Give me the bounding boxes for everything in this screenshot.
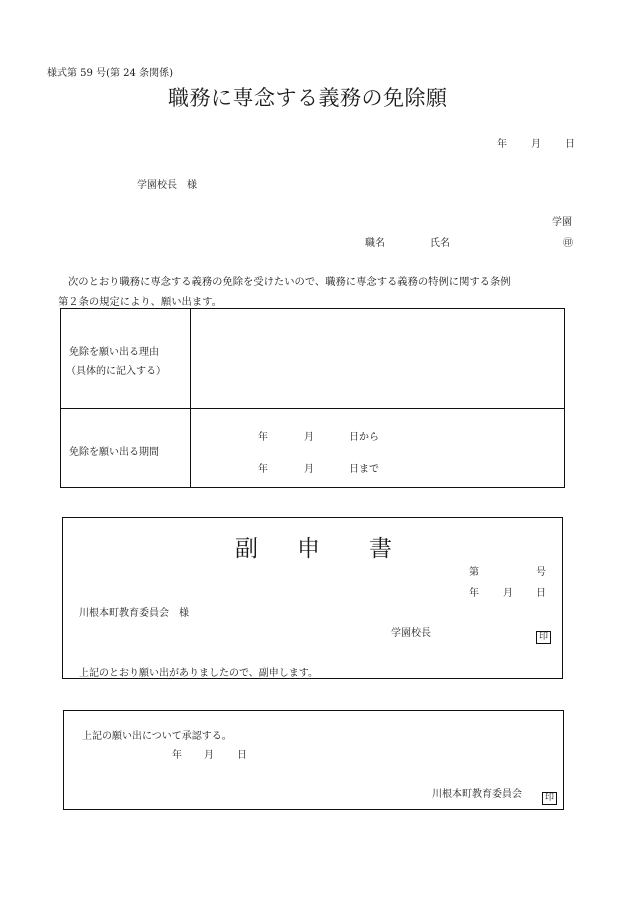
endorsement-month: 月 xyxy=(503,588,513,599)
endorsement-box xyxy=(62,517,563,679)
period-to-day: 日まで xyxy=(349,464,379,475)
table-row-divider xyxy=(61,408,564,409)
approval-stamp: 印 xyxy=(542,792,557,805)
reason-label-line-1: 免除を願い出る理由 xyxy=(69,347,159,358)
period-label: 免除を願い出る期間 xyxy=(69,447,159,458)
approval-year: 年 xyxy=(172,750,182,761)
endorsement-year: 年 xyxy=(469,588,479,599)
endorsement-statement: 上記のとおり願い出がありましたので、副申します。 xyxy=(79,668,318,679)
period-from-year: 年 xyxy=(258,432,268,443)
table-column-divider xyxy=(190,309,191,487)
approval-box xyxy=(63,710,564,810)
applicant-school: 学園 xyxy=(552,217,572,228)
endorsement-addressee: 川根本町教育委員会 様 xyxy=(79,608,189,619)
endorsement-sender: 学園校長 xyxy=(391,628,431,639)
date-month: 月 xyxy=(531,139,541,150)
intro-line-2: 第２条の規定により、願い出ます。 xyxy=(58,296,222,308)
endorsement-title-char-3: 書 xyxy=(369,536,392,562)
doc-number-suffix: 号 xyxy=(536,567,546,578)
date-year: 年 xyxy=(497,139,507,150)
name-label: 氏名 xyxy=(430,238,450,249)
reason-label-line-2: （具体的に記入する） xyxy=(66,366,166,377)
approval-statement: 上記の願い出について承認する。 xyxy=(82,731,232,742)
period-from-month: 月 xyxy=(304,432,314,443)
form-number: 様式第 59 号(第 24 条関係) xyxy=(47,68,173,79)
endorsement-title-char-1: 副 xyxy=(235,536,258,562)
endorsement-stamp: 印 xyxy=(536,631,551,644)
position-label: 職名 xyxy=(365,238,385,249)
approval-authority: 川根本町教育委員会 xyxy=(432,789,522,800)
page-title: 職務に専念する義務の免除願 xyxy=(168,86,448,110)
doc-number-prefix: 第 xyxy=(469,567,479,578)
reason-input[interactable] xyxy=(201,321,556,401)
addressee: 学園校長 様 xyxy=(137,180,197,191)
approval-day: 日 xyxy=(237,750,247,761)
endorsement-title-char-2: 申 xyxy=(297,536,320,562)
endorsement-day: 日 xyxy=(536,588,546,599)
approval-month: 月 xyxy=(204,750,214,761)
seal-mark: ㊞ xyxy=(563,238,573,249)
date-day: 日 xyxy=(565,139,575,150)
intro-line-1: 次のとおり職務に専念する義務の免除を受けたいので、職務に専念する義務の特例に関する条例 xyxy=(68,276,511,288)
period-to-month: 月 xyxy=(304,464,314,475)
application-table xyxy=(60,308,565,488)
period-from-day: 日から xyxy=(349,432,379,443)
period-to-year: 年 xyxy=(258,464,268,475)
